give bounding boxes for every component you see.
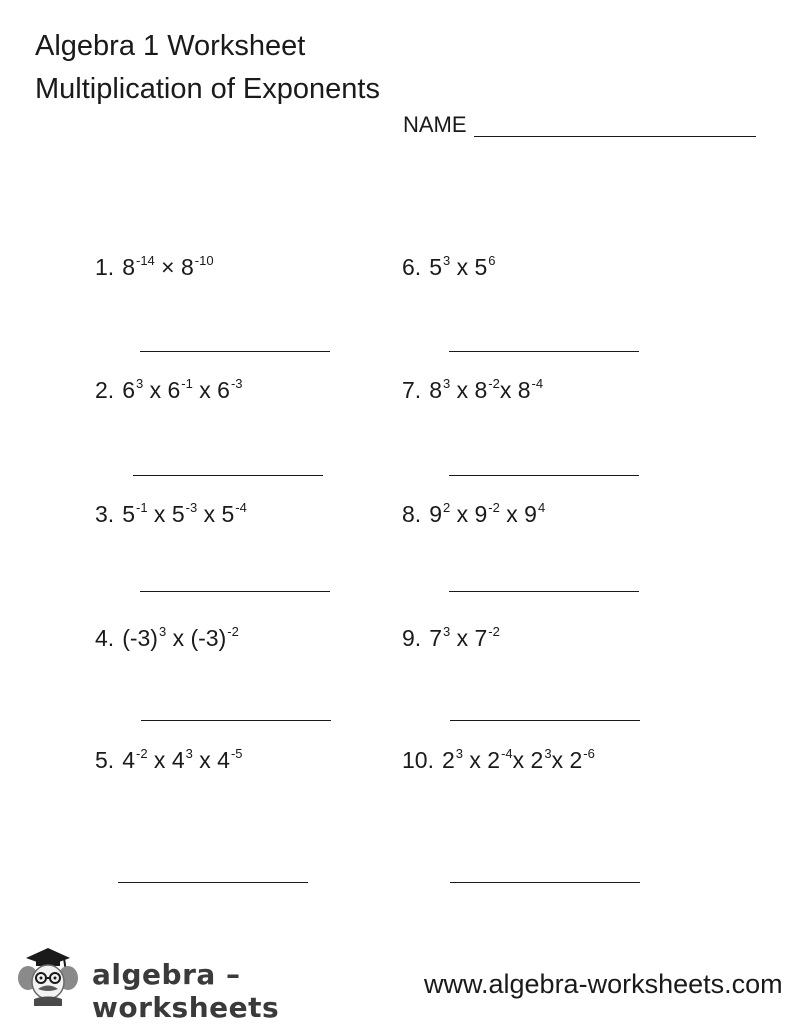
answer-line-6[interactable] <box>449 351 639 352</box>
exponent: -3 <box>230 376 243 391</box>
answer-line-5[interactable] <box>118 882 308 883</box>
base: 9 <box>429 501 442 527</box>
operator: x <box>147 747 172 773</box>
operator: x <box>197 501 222 527</box>
operator: x <box>450 501 475 527</box>
problem-2 <box>95 375 243 409</box>
operator: x <box>147 501 172 527</box>
answer-line-9[interactable] <box>450 720 640 721</box>
exponent: -2 <box>488 500 500 515</box>
exponent: 3 <box>135 376 144 391</box>
exponent: 3 <box>442 253 451 268</box>
exponent: 3 <box>442 376 451 391</box>
problem-number: 8. <box>402 501 422 527</box>
base: 5 <box>221 501 235 527</box>
problem-8 <box>402 499 545 533</box>
problem-number: 9. <box>402 625 422 651</box>
exponent: 2 <box>442 500 451 515</box>
base: 4 <box>217 747 230 773</box>
name-label: NAME <box>403 112 467 137</box>
exponent: -3 <box>185 500 198 515</box>
problem-number: 6. <box>402 254 422 280</box>
answer-line-4[interactable] <box>141 720 331 721</box>
base: 5 <box>474 254 488 280</box>
base: 8 <box>474 377 488 403</box>
base: 7 <box>429 625 442 651</box>
base: 8 <box>517 377 531 403</box>
problem-5 <box>95 745 243 779</box>
answer-line-10[interactable] <box>450 882 640 883</box>
base: 2 <box>487 747 501 773</box>
base: 4 <box>171 747 185 773</box>
answer-line-8[interactable] <box>449 591 639 592</box>
worksheet-subtitle: Multiplication of Exponents <box>35 73 380 105</box>
exponent: -4 <box>235 500 247 515</box>
operator: x <box>192 377 218 403</box>
worksheet-title: Algebra 1 Worksheet <box>35 30 306 62</box>
answer-line-3[interactable] <box>140 591 330 592</box>
problem-4 <box>95 623 239 657</box>
exponent: -4 <box>501 746 513 761</box>
exponent: -6 <box>583 746 595 761</box>
operator: × <box>154 254 181 280</box>
base: 4 <box>122 747 135 773</box>
operator: x <box>450 625 475 651</box>
exponent: 3 <box>158 624 167 639</box>
base: 2 <box>569 747 583 773</box>
base: 6 <box>217 377 230 403</box>
footer-logo-text: algebra – worksheets <box>92 958 280 1024</box>
base: 6 <box>167 377 181 403</box>
operator: x <box>192 747 218 773</box>
operator: x <box>499 377 518 403</box>
problem-7 <box>402 375 543 409</box>
operator: x <box>166 625 191 651</box>
exponent: -2 <box>135 746 148 761</box>
exponent: -10 <box>194 253 214 268</box>
exponent: -2 <box>488 624 500 639</box>
base: 5 <box>429 254 442 280</box>
operator: x <box>450 254 475 280</box>
problem-number: 3. <box>95 501 115 527</box>
base: (-3) <box>122 625 158 651</box>
exponent: 6 <box>488 253 496 268</box>
base: 9 <box>524 501 537 527</box>
problem-number: 2. <box>95 377 115 403</box>
footer-logo <box>16 944 366 1024</box>
exponent: -2 <box>488 376 500 391</box>
problem-number: 4. <box>95 625 115 651</box>
professor-mascot-icon <box>16 944 86 1006</box>
operator: x <box>499 501 525 527</box>
exponent: 3 <box>442 624 451 639</box>
exponent: -5 <box>230 746 243 761</box>
operator: x <box>143 377 168 403</box>
exponent: 4 <box>537 500 546 515</box>
base: 8 <box>122 254 135 280</box>
exponent: -4 <box>531 376 544 391</box>
operator: x <box>450 377 475 403</box>
exponent: 3 <box>544 746 552 761</box>
base: 5 <box>171 501 185 527</box>
base: 2 <box>441 747 455 773</box>
base: 7 <box>474 625 488 651</box>
exponent: -1 <box>135 500 148 515</box>
base: 9 <box>474 501 488 527</box>
problem-number: 5. <box>95 747 115 773</box>
answer-line-1[interactable] <box>140 351 330 352</box>
problem-6 <box>402 252 496 286</box>
operator: x <box>512 747 531 773</box>
answer-line-7[interactable] <box>449 475 639 476</box>
base: 2 <box>530 747 544 773</box>
footer-url-link[interactable]: www.algebra-worksheets.com <box>424 969 783 999</box>
base: 6 <box>122 377 135 403</box>
base: 8 <box>429 377 442 403</box>
problem-10 <box>402 745 595 779</box>
base: 8 <box>181 254 194 280</box>
problem-9 <box>402 623 500 657</box>
problem-number: 10. <box>402 747 434 773</box>
operator: x <box>463 747 488 773</box>
problem-3 <box>95 499 247 533</box>
exponent: 3 <box>185 746 193 761</box>
problem-number: 7. <box>402 377 422 403</box>
name-field-line[interactable] <box>474 136 756 137</box>
base: 5 <box>122 501 135 527</box>
problem-1 <box>95 252 214 286</box>
answer-line-2[interactable] <box>133 475 323 476</box>
exponent: -2 <box>227 624 239 639</box>
problem-number: 1. <box>95 254 115 280</box>
exponent: -14 <box>135 253 155 268</box>
exponent: 3 <box>455 746 464 761</box>
operator: x <box>551 747 570 773</box>
base: (-3) <box>190 625 227 651</box>
exponent: -1 <box>181 376 193 391</box>
